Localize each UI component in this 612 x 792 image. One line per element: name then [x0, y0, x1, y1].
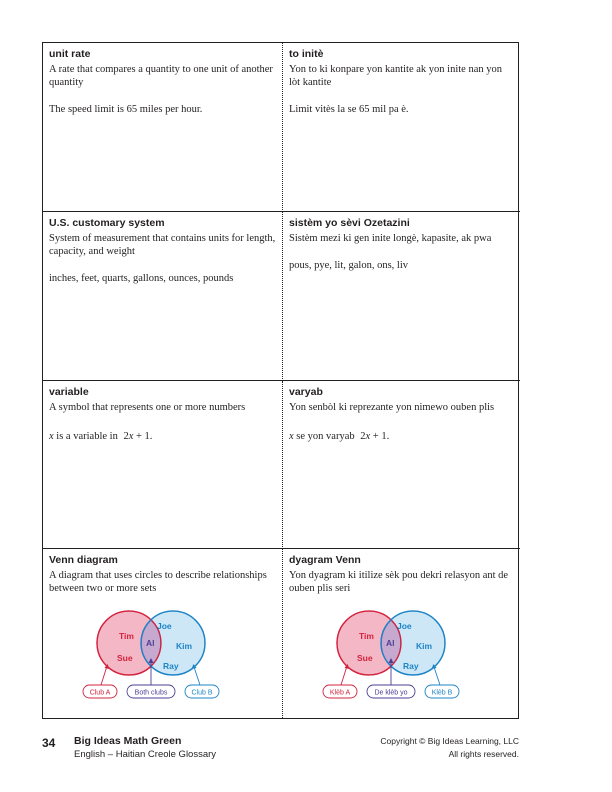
term-heading: sistèm yo sèvi Ozetazini	[289, 216, 410, 229]
glossary-subtitle: English – Haitian Creole Glossary	[74, 749, 217, 760]
entry-venn-diagram-creole	[283, 549, 520, 718]
example-expression-variable: x	[365, 430, 371, 442]
entry-customary-system-english	[43, 212, 283, 381]
copyright-notice: Copyright © Big Ideas Learning, LLC	[380, 736, 519, 746]
term-definition: A symbol that represents one or more numbers	[49, 401, 246, 413]
set-a-label: Klèb A	[329, 689, 351, 697]
entry-unit-rate-english	[43, 43, 283, 212]
term-heading: unit rate	[49, 48, 91, 60]
arrow-to-set-b	[194, 667, 200, 685]
example-expression-variable: x	[128, 430, 134, 442]
arrow-to-set-a	[341, 666, 347, 685]
book-title: Big Ideas Math Green	[74, 735, 182, 747]
term-example	[289, 430, 514, 443]
term-heading: dyagram Venn	[289, 554, 361, 567]
set-a-member: Sue	[117, 653, 133, 664]
term-definition: Yon senbòl ki reprezante yon nimewo ouben plis	[289, 401, 495, 413]
venn-diagram	[317, 609, 477, 703]
set-b-label: Klèb B	[431, 689, 453, 697]
intersection-label: De klèb yo	[374, 689, 408, 697]
set-b-member: Ray	[163, 661, 179, 672]
term-definition: Sistèm mezi ki gen inite longè, kapasite, ak pwa	[289, 232, 492, 244]
arrow-to-set-b	[434, 667, 440, 685]
term-example	[49, 430, 276, 443]
term-definition: A diagram that uses circles to describe relationships between two or more sets	[49, 570, 267, 595]
term-definition: System of measurement that contains units for length, capacity, and weight	[49, 232, 276, 257]
entry-variable-creole	[283, 381, 520, 550]
term-example: inches, feet, quarts, gallons, ounces, pounds	[49, 272, 234, 284]
set-b-label: Club B	[191, 689, 213, 697]
set-b-member: Joe	[397, 621, 412, 632]
entry-unit-rate-creole	[283, 43, 520, 212]
example-text: se yon varyab	[293, 430, 358, 442]
example-expression-tail: + 1.	[370, 430, 390, 442]
term-definition: Yon to ki konpare yon kantite ak yon inite nan yon lòt kantite	[289, 64, 502, 88]
intersection-label: Both clubs	[134, 689, 168, 697]
example-variable: x	[289, 430, 294, 442]
example-coefficient: 2	[123, 430, 129, 442]
term-heading: variable	[49, 385, 89, 398]
set-a-member: Sue	[357, 653, 373, 664]
example-coefficient: 2	[360, 430, 366, 442]
term-heading: to initè	[289, 48, 324, 60]
example-expression-tail: + 1.	[133, 430, 153, 442]
example-text: is a variable in	[53, 430, 121, 442]
rights-notice: All rights reserved.	[448, 749, 519, 759]
term-example: The speed limit is 65 miles per hour.	[49, 104, 203, 115]
set-a-member: Tim	[359, 631, 374, 642]
term-example: Limit vitès la se 65 mil pa è.	[289, 104, 409, 115]
term-definition: Yon dyagram ki itilize sèk pou dekri relasyon ant de ouben plis seri	[289, 570, 509, 595]
set-b-member: Ray	[403, 661, 419, 672]
intersection-member: Al	[146, 638, 155, 649]
intersection-member: Al	[386, 638, 395, 649]
term-example: pous, pye, lit, galon, ons, liv	[289, 259, 408, 271]
venn-diagram	[77, 609, 237, 703]
term-heading: U.S. customary system	[49, 216, 165, 229]
set-a-label: Club A	[89, 689, 111, 697]
set-b-member: Kim	[416, 641, 433, 652]
entry-venn-diagram-english	[43, 549, 283, 718]
term-heading: Venn diagram	[49, 554, 118, 567]
set-b-member: Joe	[157, 621, 172, 632]
set-b-member: Kim	[176, 641, 193, 652]
term-heading: varyab	[289, 385, 323, 398]
entry-customary-system-creole	[283, 212, 520, 381]
example-variable: x	[49, 430, 54, 442]
page-number: 34	[42, 736, 56, 750]
set-a-member: Tim	[119, 631, 134, 642]
entry-variable-english	[43, 381, 283, 550]
term-definition: A rate that compares a quantity to one unit of another quantity	[49, 64, 273, 88]
arrow-to-set-a	[101, 666, 107, 685]
glossary-table	[42, 42, 519, 719]
